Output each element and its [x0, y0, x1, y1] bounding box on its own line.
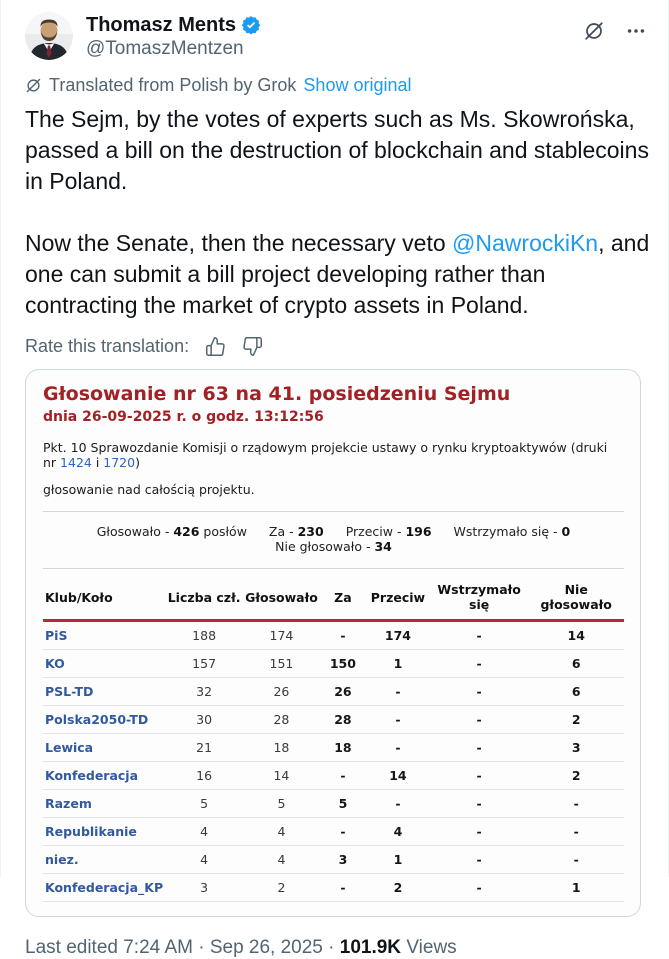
column-header: Nie głosowało — [528, 573, 624, 621]
document-link-1720[interactable]: 1720 — [103, 455, 136, 470]
party-link[interactable]: KO — [43, 650, 165, 678]
grok-icon — [25, 77, 42, 94]
party-link[interactable]: Konfederacja_KP — [43, 874, 165, 902]
views-label: Views — [406, 937, 457, 958]
agenda-text: ) — [135, 455, 140, 470]
summary-abstained: Wstrzymało się - 0 — [453, 524, 571, 539]
vote-cell: 21 — [165, 734, 243, 762]
tweet-text — [25, 104, 655, 321]
vote-cell: 3 — [165, 874, 243, 902]
vote-cell: 26 — [320, 678, 366, 706]
vote-table-body — [43, 621, 624, 902]
vote-cell: 5 — [165, 790, 243, 818]
vote-cell: 26 — [243, 678, 320, 706]
table-row — [43, 650, 624, 678]
vote-cell: 6 — [528, 678, 624, 706]
vote-cell: 5 — [243, 790, 320, 818]
vote-date: dnia 26-09-2025 r. o godz. 13:12:56 — [43, 409, 324, 425]
vote-subject: głosowanie nad całością projektu. — [43, 482, 255, 497]
vote-cell: - — [366, 734, 430, 762]
show-original-link[interactable]: Show original — [303, 75, 412, 95]
vote-cell: - — [430, 846, 529, 874]
vote-results-image[interactable] — [25, 369, 641, 917]
vote-cell: - — [528, 790, 624, 818]
document-link-1424[interactable]: 1424 — [60, 455, 92, 470]
timestamp[interactable]: Last edited 7:24 AM · Sep 26, 2025 · — [25, 937, 335, 958]
vote-cell: 16 — [165, 762, 243, 790]
vote-cell: 3 — [528, 734, 624, 762]
party-link[interactable]: niez. — [43, 846, 165, 874]
vote-cell: 18 — [243, 734, 320, 762]
vote-cell: - — [320, 762, 366, 790]
vote-cell: - — [430, 762, 529, 790]
tweet-paragraph — [25, 228, 655, 321]
summary-for: Za - 230 — [268, 524, 324, 539]
party-link[interactable]: Razem — [43, 790, 165, 818]
tweet-footer — [25, 937, 655, 959]
verified-badge-icon — [241, 15, 261, 35]
vote-cell: - — [528, 846, 624, 874]
summary-total-voted: Głosowało - 426 posłów — [96, 524, 247, 539]
vote-cell: - — [366, 678, 430, 706]
vote-cell: 174 — [243, 621, 320, 650]
tweet-paragraph-text: , and one can submit a bill project developing rather than contracting the market of crypto assets in Poland. — [25, 230, 650, 318]
translation-notice — [25, 75, 655, 96]
vote-cell: 1 — [366, 846, 430, 874]
agenda-text: i — [91, 455, 104, 470]
summary-against: Przeciw - 196 — [345, 524, 432, 539]
vote-cell: 3 — [320, 846, 366, 874]
divider — [43, 568, 624, 569]
vote-cell: 174 — [366, 621, 430, 650]
tweet-header — [25, 12, 655, 60]
column-header: Za — [320, 573, 366, 621]
column-header: Głosowało — [243, 573, 320, 621]
vote-cell: 2 — [243, 874, 320, 902]
vote-cell: 2 — [366, 874, 430, 902]
party-link[interactable]: Konfederacja — [43, 762, 165, 790]
table-row — [43, 706, 624, 734]
vote-cell: 4 — [366, 818, 430, 846]
mention-link[interactable]: @NawrockiKn — [452, 230, 599, 256]
table-row — [43, 874, 624, 902]
views-count: 101.9K — [339, 937, 402, 958]
vote-cell: - — [366, 706, 430, 734]
vote-cell: 4 — [165, 818, 243, 846]
vote-cell: - — [430, 734, 529, 762]
thumbs-up-icon[interactable] — [205, 336, 226, 357]
vote-cell: - — [430, 818, 529, 846]
table-row — [43, 790, 624, 818]
vote-cell: 2 — [528, 706, 624, 734]
column-header: Klub/Koło — [43, 573, 165, 621]
avatar[interactable] — [25, 12, 73, 60]
vote-cell: 14 — [528, 621, 624, 650]
vote-table-head-row — [43, 573, 624, 621]
vote-cell: 6 — [528, 650, 624, 678]
table-row — [43, 762, 624, 790]
divider — [43, 511, 624, 512]
vote-cell: - — [430, 874, 529, 902]
party-link[interactable]: PiS — [43, 621, 165, 650]
vote-agenda-item — [43, 440, 624, 470]
user-handle[interactable]: @TomaszMentzen — [86, 38, 244, 59]
table-row — [43, 678, 624, 706]
vote-cell: 14 — [243, 762, 320, 790]
vote-cell: - — [528, 818, 624, 846]
vote-cell: - — [320, 621, 366, 650]
rate-translation-row — [25, 336, 655, 357]
vote-cell: - — [430, 621, 529, 650]
vote-cell: 28 — [320, 706, 366, 734]
vote-title: Głosowanie nr 63 na 41. posiedzeniu Sejmu — [43, 383, 511, 405]
translation-label: Translated from Polish by Grok — [49, 75, 297, 95]
table-row — [43, 621, 624, 650]
vote-cell: - — [320, 818, 366, 846]
table-row — [43, 846, 624, 874]
vote-cell: 28 — [243, 706, 320, 734]
avatar-image — [25, 12, 73, 60]
vote-cell: - — [320, 874, 366, 902]
vote-table — [43, 573, 624, 902]
vote-cell: - — [430, 650, 529, 678]
party-link[interactable]: PSL-TD — [43, 678, 165, 706]
column-header: Wstrzymało się — [430, 573, 529, 621]
display-name[interactable]: Thomasz Ments — [86, 14, 237, 36]
party-link[interactable]: Polska2050-TD — [43, 706, 165, 734]
vote-cell: 4 — [165, 846, 243, 874]
party-link[interactable]: Republikanie — [43, 818, 165, 846]
name-block — [86, 12, 261, 60]
summary-not-voted: Nie głosowało - 34 — [275, 539, 392, 554]
agenda-text: Pkt. 10 Sprawozdanie Komisji o rządowym projekcie ustawy o rynku kryptoaktywów (druki nr — [43, 440, 608, 470]
vote-cell: 14 — [366, 762, 430, 790]
vote-cell: 5 — [320, 790, 366, 818]
column-header: Przeciw — [366, 573, 430, 621]
vote-cell: 32 — [165, 678, 243, 706]
table-row — [43, 818, 624, 846]
vote-cell: 4 — [243, 846, 320, 874]
more-icon[interactable] — [625, 20, 647, 42]
tweet-paragraph-text: The Sejm, by the votes of experts such as Ms. Skowrońska, passed a bill on the destruction of blockchain and stablecoins in Poland. — [25, 106, 649, 194]
vote-cell: 1 — [528, 874, 624, 902]
table-row — [43, 734, 624, 762]
vote-cell: - — [366, 790, 430, 818]
vote-cell: 1 — [366, 650, 430, 678]
tweet-paragraph — [25, 104, 655, 197]
vote-cell: - — [430, 678, 529, 706]
vote-cell: 18 — [320, 734, 366, 762]
vote-cell: 4 — [243, 818, 320, 846]
column-header: Liczba czł. — [165, 573, 243, 621]
vote-cell: 157 — [165, 650, 243, 678]
tweet-container — [1, 0, 668, 959]
vote-cell: 150 — [320, 650, 366, 678]
vote-cell: - — [430, 790, 529, 818]
vote-cell: 188 — [165, 621, 243, 650]
rate-label: Rate this translation: — [25, 336, 190, 356]
grok-actions-icon[interactable] — [583, 20, 605, 42]
vote-summary — [43, 524, 624, 554]
party-link[interactable]: Lewica — [43, 734, 165, 762]
vote-cell: 151 — [243, 650, 320, 678]
vote-cell: - — [430, 706, 529, 734]
tweet-paragraph-text: Now the Senate, then the necessary veto — [25, 230, 453, 256]
thumbs-down-icon[interactable] — [242, 336, 263, 357]
vote-cell: 2 — [528, 762, 624, 790]
vote-cell: 30 — [165, 706, 243, 734]
